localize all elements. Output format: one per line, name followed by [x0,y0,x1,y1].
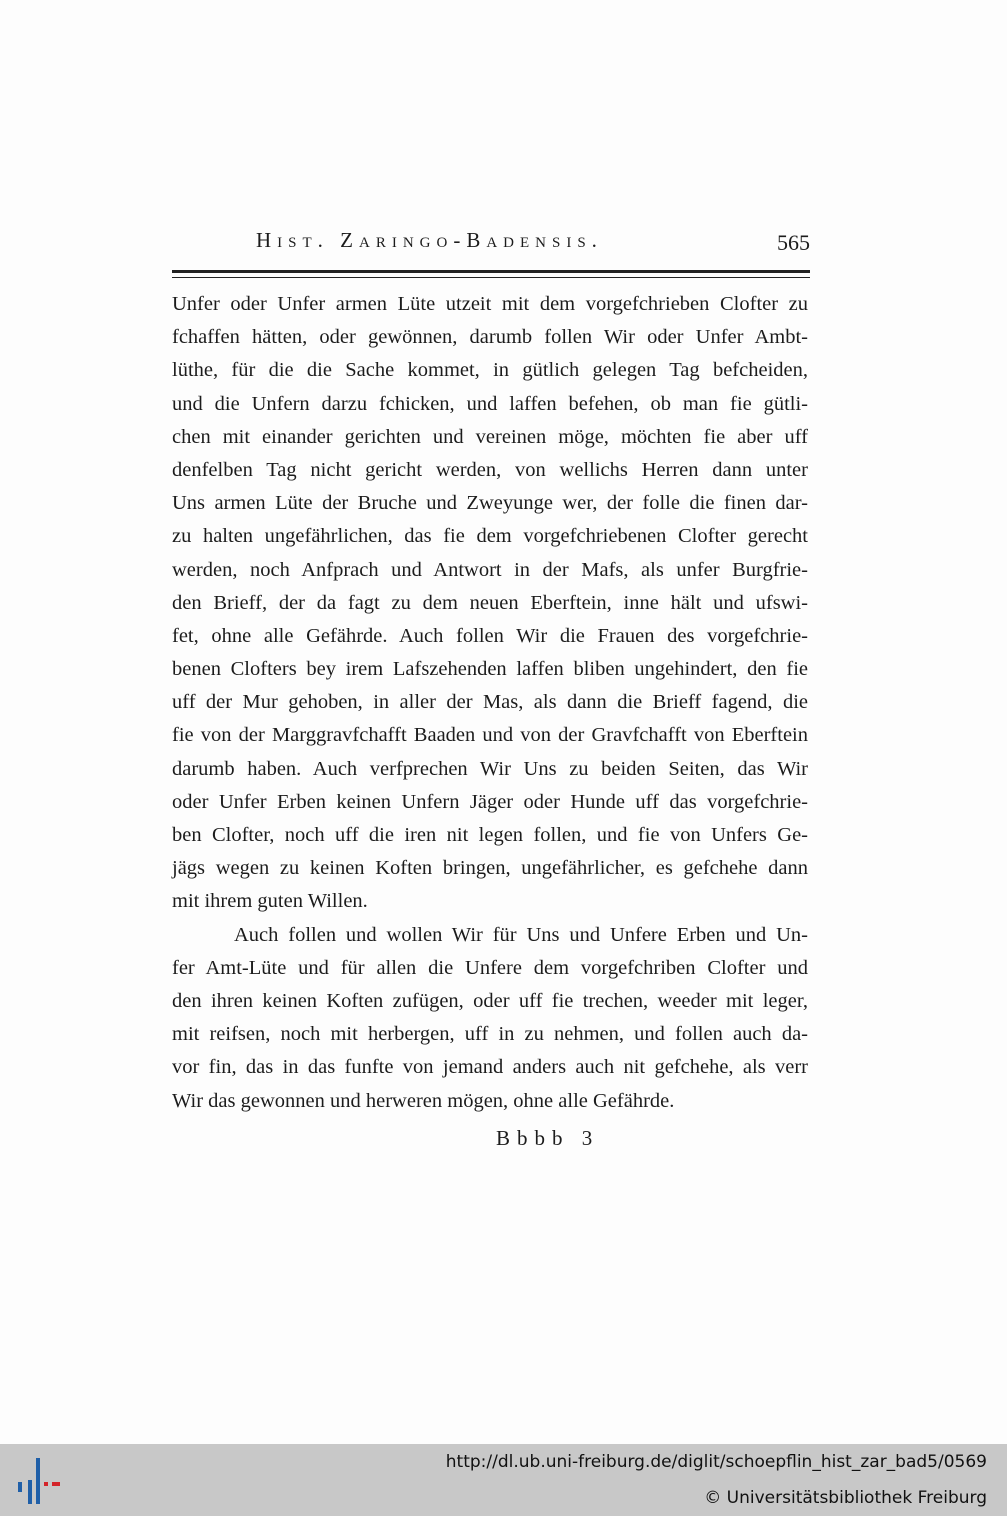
text-line: werden, noch Anfprach und Antwort in der Mafs, als unfer Burgfrie- [172,558,808,581]
paragraph-2 [172,919,808,1118]
text-line: Wir das gewonnen und herweren mögen, ohne alle Gefährde. [172,1089,675,1112]
page-header [172,226,812,260]
header-rule-thin [172,277,810,278]
library-logo-icon [14,1456,64,1506]
copyright-notice: © Universitätsbibliothek Freiburg [704,1488,987,1508]
text-line: mit ihrem guten Willen. [172,890,368,913]
text-line: fer Amt-Lüte und für allen die Unfere dem vorgefchriben Clofter und [172,956,808,979]
page-number: 565 [777,230,810,255]
text-line: lüthe, für die die Sache kommet, in gütlich gelegen Tag befcheiden, [172,359,808,382]
text-line: Auch follen und wollen Wir für Uns und Unfere Erben und Un- [234,923,808,946]
signature-mark: Bbbb 3 [496,1126,600,1150]
footer-bar [0,1444,1007,1516]
paragraph-1 [172,288,808,919]
text-line: fet, ohne alle Gefährde. Auch follen Wir die Frauen des vorgefchrie- [172,624,808,647]
source-url-link[interactable]: http://dl.ub.uni-freiburg.de/diglit/schoepflin_hist_zar_bad5/0569 [445,1452,987,1472]
text-line: uff der Mur gehoben, in aller der Mas, als dann die Brieff fagend, die [172,691,808,714]
text-line: benen Clofters bey irem Lafszehenden laffen bliben ungehindert, den fie [172,658,808,681]
text-line: den Brieff, der da fagt zu dem neuen Eberftein, inne hält und ufswi- [172,591,808,614]
text-line: darumb haben. Auch verfprechen Wir Uns zu beiden Seiten, das Wir [172,757,808,780]
text-line: mit reifsen, noch mit herbergen, uff in zu nehmen, und follen auch da- [172,1023,808,1046]
text-line: Uns armen Lüte der Bruche und Zweyunge wer, der folle die finen dar- [172,492,808,515]
text-line: vor fin, das in das funfte von jemand anders auch nit gefchehe, als verr [172,1056,808,1079]
text-line: fie von der Marggravfchafft Baaden und von der Gravfchafft von Eberftein [172,724,808,747]
text-line: denfelben Tag nicht gericht werden, von wellichs Herren dann unter [172,458,808,481]
text-line: den ihren keinen Koften zufügen, oder uff fie trechen, weeder mit leger, [172,989,808,1012]
text-line: ben Clofter, noch uff die iren nit legen follen, und fie von Unfers Ge- [172,824,808,846]
text-line: zu halten ungefährlichen, das fie dem vorgefchriebenen Clofter gerecht [172,525,808,548]
text-line: jägs wegen zu keinen Koften bringen, ungefährlicher, es gefchehe dann [172,857,808,880]
text-line: und die Unfern darzu fchicken, und laffen befehen, ob man fie gütli- [172,392,808,415]
text-line: Unfer oder Unfer armen Lüte utzeit mit dem vorgefchrieben Clofter zu [172,293,808,315]
body-text [172,288,808,1118]
header-rule-thick [172,270,810,273]
text-line: fchaffen hätten, oder gewönnen, darumb follen Wir oder Unfer Ambt- [172,326,808,349]
running-title: Hist. Zaringo-Badensis. [256,228,603,252]
text-line: chen mit einander gerichten und vereinen möge, möchten fie aber uff [172,425,808,448]
text-line: oder Unfer Erben keinen Unfern Jäger oder Hunde uff das vorgefchrie- [172,790,808,813]
